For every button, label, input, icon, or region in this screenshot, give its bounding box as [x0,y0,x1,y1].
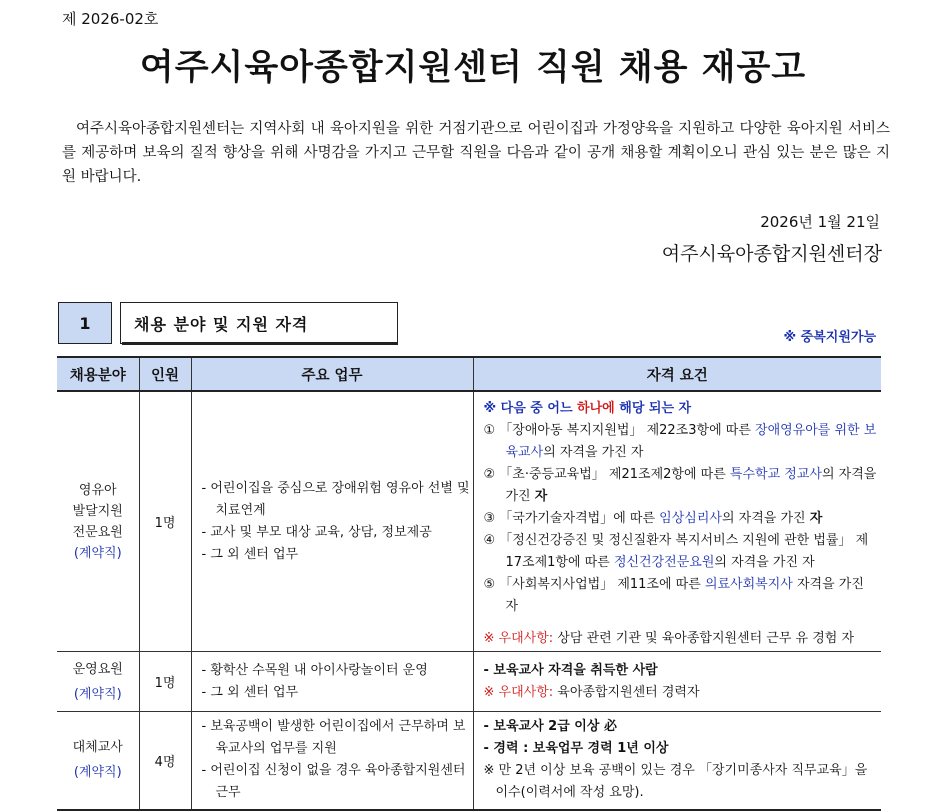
duty-item: - 보육공백이 발생한 어린이집에서 근무하며 보육교사의 업무를 지원 [201,719,466,757]
field-name: 전문요원 [72,524,123,540]
table-row [57,712,881,810]
contract-type: (계약직) [73,545,122,561]
field-name: 운영요원 [72,661,123,677]
qual-item: ④ 「정신건강증진 및 정신질환자 복지서비스 지원에 관한 법률」 제17조제1항에 따른 정신건강전문요원의 자격을 가진 자 [483,533,869,570]
qual-item: - 보육교사 자격을 취득한 사람 [483,662,658,678]
duties-cell [191,712,473,810]
duties-cell [191,652,473,712]
headcount: 4명 [139,712,191,810]
field-name: 영유아 [78,482,117,498]
table-header-row [57,357,881,391]
qual-item: ① 「장애아동 복지지원법」 제22조3항에 따른 장애영유아를 위한 보육교사의 자격을 가진 자 [483,423,877,460]
section-title-shadow [122,342,398,345]
qual-item: ② 「초·중등교육법」 제21조제2항에 따른 특수학교 정교사의 자격을 가진 자 [483,467,877,504]
duty-item: - 어린이집을 중심으로 장애위험 영유아 선별 및 치료연계 [201,480,470,518]
field-cell [57,712,139,810]
document-number: 제 2026-02호 [62,10,159,28]
recruitment-table [57,356,881,811]
duplicate-application-note: ※ 중복지원가능 [783,330,876,345]
headcount: 1명 [139,391,191,652]
duties-cell [191,391,473,652]
qual-preference: ※ 우대사항: 상담 관련 기관 및 육아종합지원센터 근무 유 경험 자 [483,631,855,646]
qual-item: ⑤ 「사회복지사업법」 제11조에 따른 의료사회복지사 자격을 가진 자 [483,577,864,614]
duty-item: - 황학산 수목원 내 아이사랑놀이터 운영 [201,662,428,678]
field-cell [57,391,139,652]
qual-note: ※ 만 2년 이상 보육 공백이 있는 경우 「장기미종사자 직무교육」을 이수(이력서에 작성 요망). [483,763,868,801]
qualifications-cell [473,652,881,712]
duty-item: - 어린이집 신청이 없을 경우 육아종합지원센터 근무 [201,763,466,801]
table-row [57,391,881,652]
field-name: 대체교사 [72,740,123,756]
issue-date: 2026년 1월 21일 [760,213,880,231]
header-qualifications: 자격 요건 [473,357,881,391]
qual-item: ③ 「국가기술자격법」에 따른 임상심리사의 자격을 가진 자 [483,511,823,526]
header-duties: 주요 업무 [191,357,473,391]
headcount: 1명 [139,652,191,712]
qual-item: - 보육교사 2급 이상 必 [483,719,617,735]
field-name: 발달지원 [72,503,123,519]
qual-preference: ※ 우대사항: 육아종합지원센터 경력자 [483,684,700,700]
qual-lead: ※ 다음 중 어느 하나에 해당 되는 자 [483,401,692,416]
duty-item: - 그 외 센터 업무 [201,546,299,562]
page-title: 여주시육아종합지원센터 직원 채용 재공고 [139,48,807,88]
intro-paragraph: 여주시육아종합지원센터는 지역사회 내 육아지원을 위한 거점기관으로 어린이집과 가정양육을 지원하고 다양한 육아지원 서비스를 제공하며 보육의 질적 향상을 위해 사명감을 가지고 근무할 직원을 다음과 같이 공개 채용할 계획이오니 관심 있는 분은 많은 지원 바랍니다. [62,121,890,185]
signer-name: 여주시육아종합지원센터장 [661,243,882,265]
field-cell [57,652,139,712]
duty-item: - 교사 및 부모 대상 교육, 상담, 정보제공 [201,524,432,540]
header-field: 채용분야 [57,357,139,391]
qualifications-cell [473,712,881,810]
header-count: 인원 [139,357,191,391]
table-row [57,652,881,712]
duty-item: - 그 외 센터 업무 [201,684,299,700]
section-title: 채용 분야 및 지원 자격 [134,315,309,334]
section-number-box: 1 [58,302,112,344]
qualifications-cell [473,391,881,652]
contract-type: (계약직) [73,765,122,781]
contract-type: (계약직) [73,686,122,702]
qual-item: - 경력 : 보육업무 경력 1년 이상 [483,741,669,757]
